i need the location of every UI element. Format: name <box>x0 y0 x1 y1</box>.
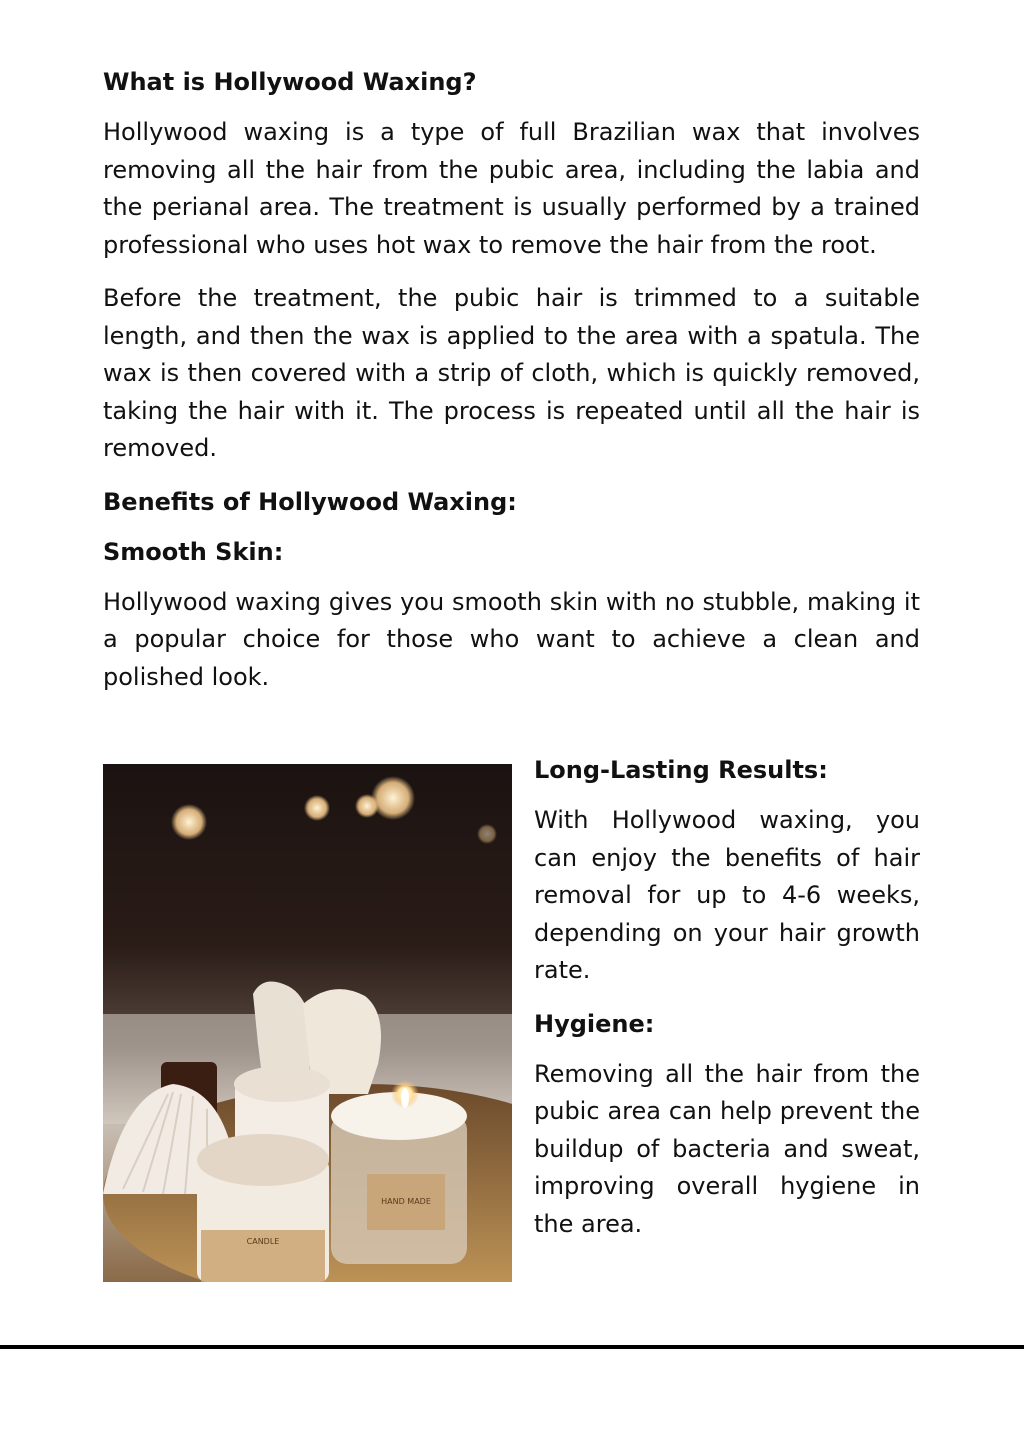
what-is-paragraph-2: Before the treatment, the pubic hair is trimmed to a suitable length, and then the wax is applied to the area with a spatula. The wax is then covered with a strip of cloth, which is quickly removed, taking the hair with it. The process is repeated until all the hair is removed. <box>103 284 920 462</box>
benefits-heading: Benefits of Hollywood Waxing: <box>103 487 517 516</box>
long-lasting-paragraph: With Hollywood waxing, you can enjoy the benefits of hair removal for up to 4-6 weeks, depending on your hair growth rate. <box>534 806 920 984</box>
what-is-heading: What is Hollywood Waxing? <box>103 68 477 96</box>
jar-label-text: CANDLE <box>246 1237 280 1246</box>
hygiene-heading: Hygiene: <box>534 1009 655 1038</box>
smooth-skin-paragraph: Hollywood waxing gives you smooth skin with no stubble, making it a popular choice for those who want to achieve a clean and polished look. <box>103 587 920 691</box>
footer-divider <box>0 1345 1024 1349</box>
hygiene-paragraph: Removing all the hair from the pubic area can help prevent the buildup of bacteria and sweat, improving overall hygiene in the area. <box>534 1059 920 1238</box>
long-lasting-heading: Long-Lasting Results: <box>534 756 828 784</box>
right-column <box>534 752 920 1259</box>
candle-label-text: HAND MADE <box>381 1197 431 1206</box>
what-is-paragraph-1: Hollywood waxing is a type of full Brazilian wax that involves removing all the hair from the pubic area, including the labia and the perianal area. The treatment is usually performed by a trained professional who uses hot wax to remove the hair from the root. <box>103 118 920 259</box>
article-body <box>103 64 920 712</box>
candles-photo <box>103 764 512 1282</box>
smooth-skin-heading: Smooth Skin: <box>103 537 284 566</box>
